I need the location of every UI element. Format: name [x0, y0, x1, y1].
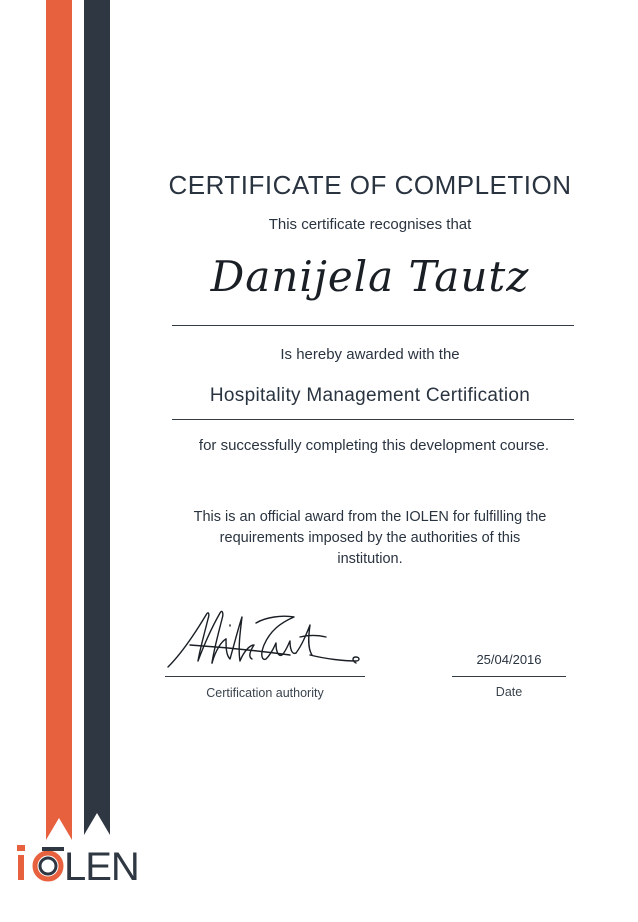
handwritten-signature: [160, 605, 370, 675]
signature-line: [165, 676, 365, 677]
official-statement-line: This is an official award from the IOLEN for fulfilling the: [193, 509, 547, 525]
date-value: 25/04/2016: [476, 652, 542, 667]
date-line: [452, 676, 566, 677]
orange-ribbon: [46, 0, 72, 840]
signature-label: Certification authority: [206, 686, 324, 700]
official-statement-line: requirements imposed by the authorities of this: [219, 530, 521, 546]
certificate-title: CERTIFICATE OF COMPLETION: [168, 170, 572, 200]
iolen-logo: [12, 835, 152, 895]
course-name: Hospitality Management Certification: [209, 385, 531, 406]
date-label: Date: [495, 685, 523, 699]
recognises-text: This certificate recognises that: [268, 216, 472, 233]
official-statement: [140, 507, 600, 570]
name-underline: [172, 325, 574, 326]
logo-wordmark: LEN: [64, 845, 139, 889]
navy-ribbon: [84, 0, 110, 835]
awarded-text: Is hereby awarded with the: [280, 346, 460, 363]
course-underline: [172, 419, 574, 420]
recipient-name: Danijela Tautz: [210, 252, 530, 301]
decorative-ribbons: [0, 0, 120, 860]
official-statement-line: institution.: [337, 551, 403, 567]
completion-text: for successfully completing this development course.: [198, 437, 550, 454]
